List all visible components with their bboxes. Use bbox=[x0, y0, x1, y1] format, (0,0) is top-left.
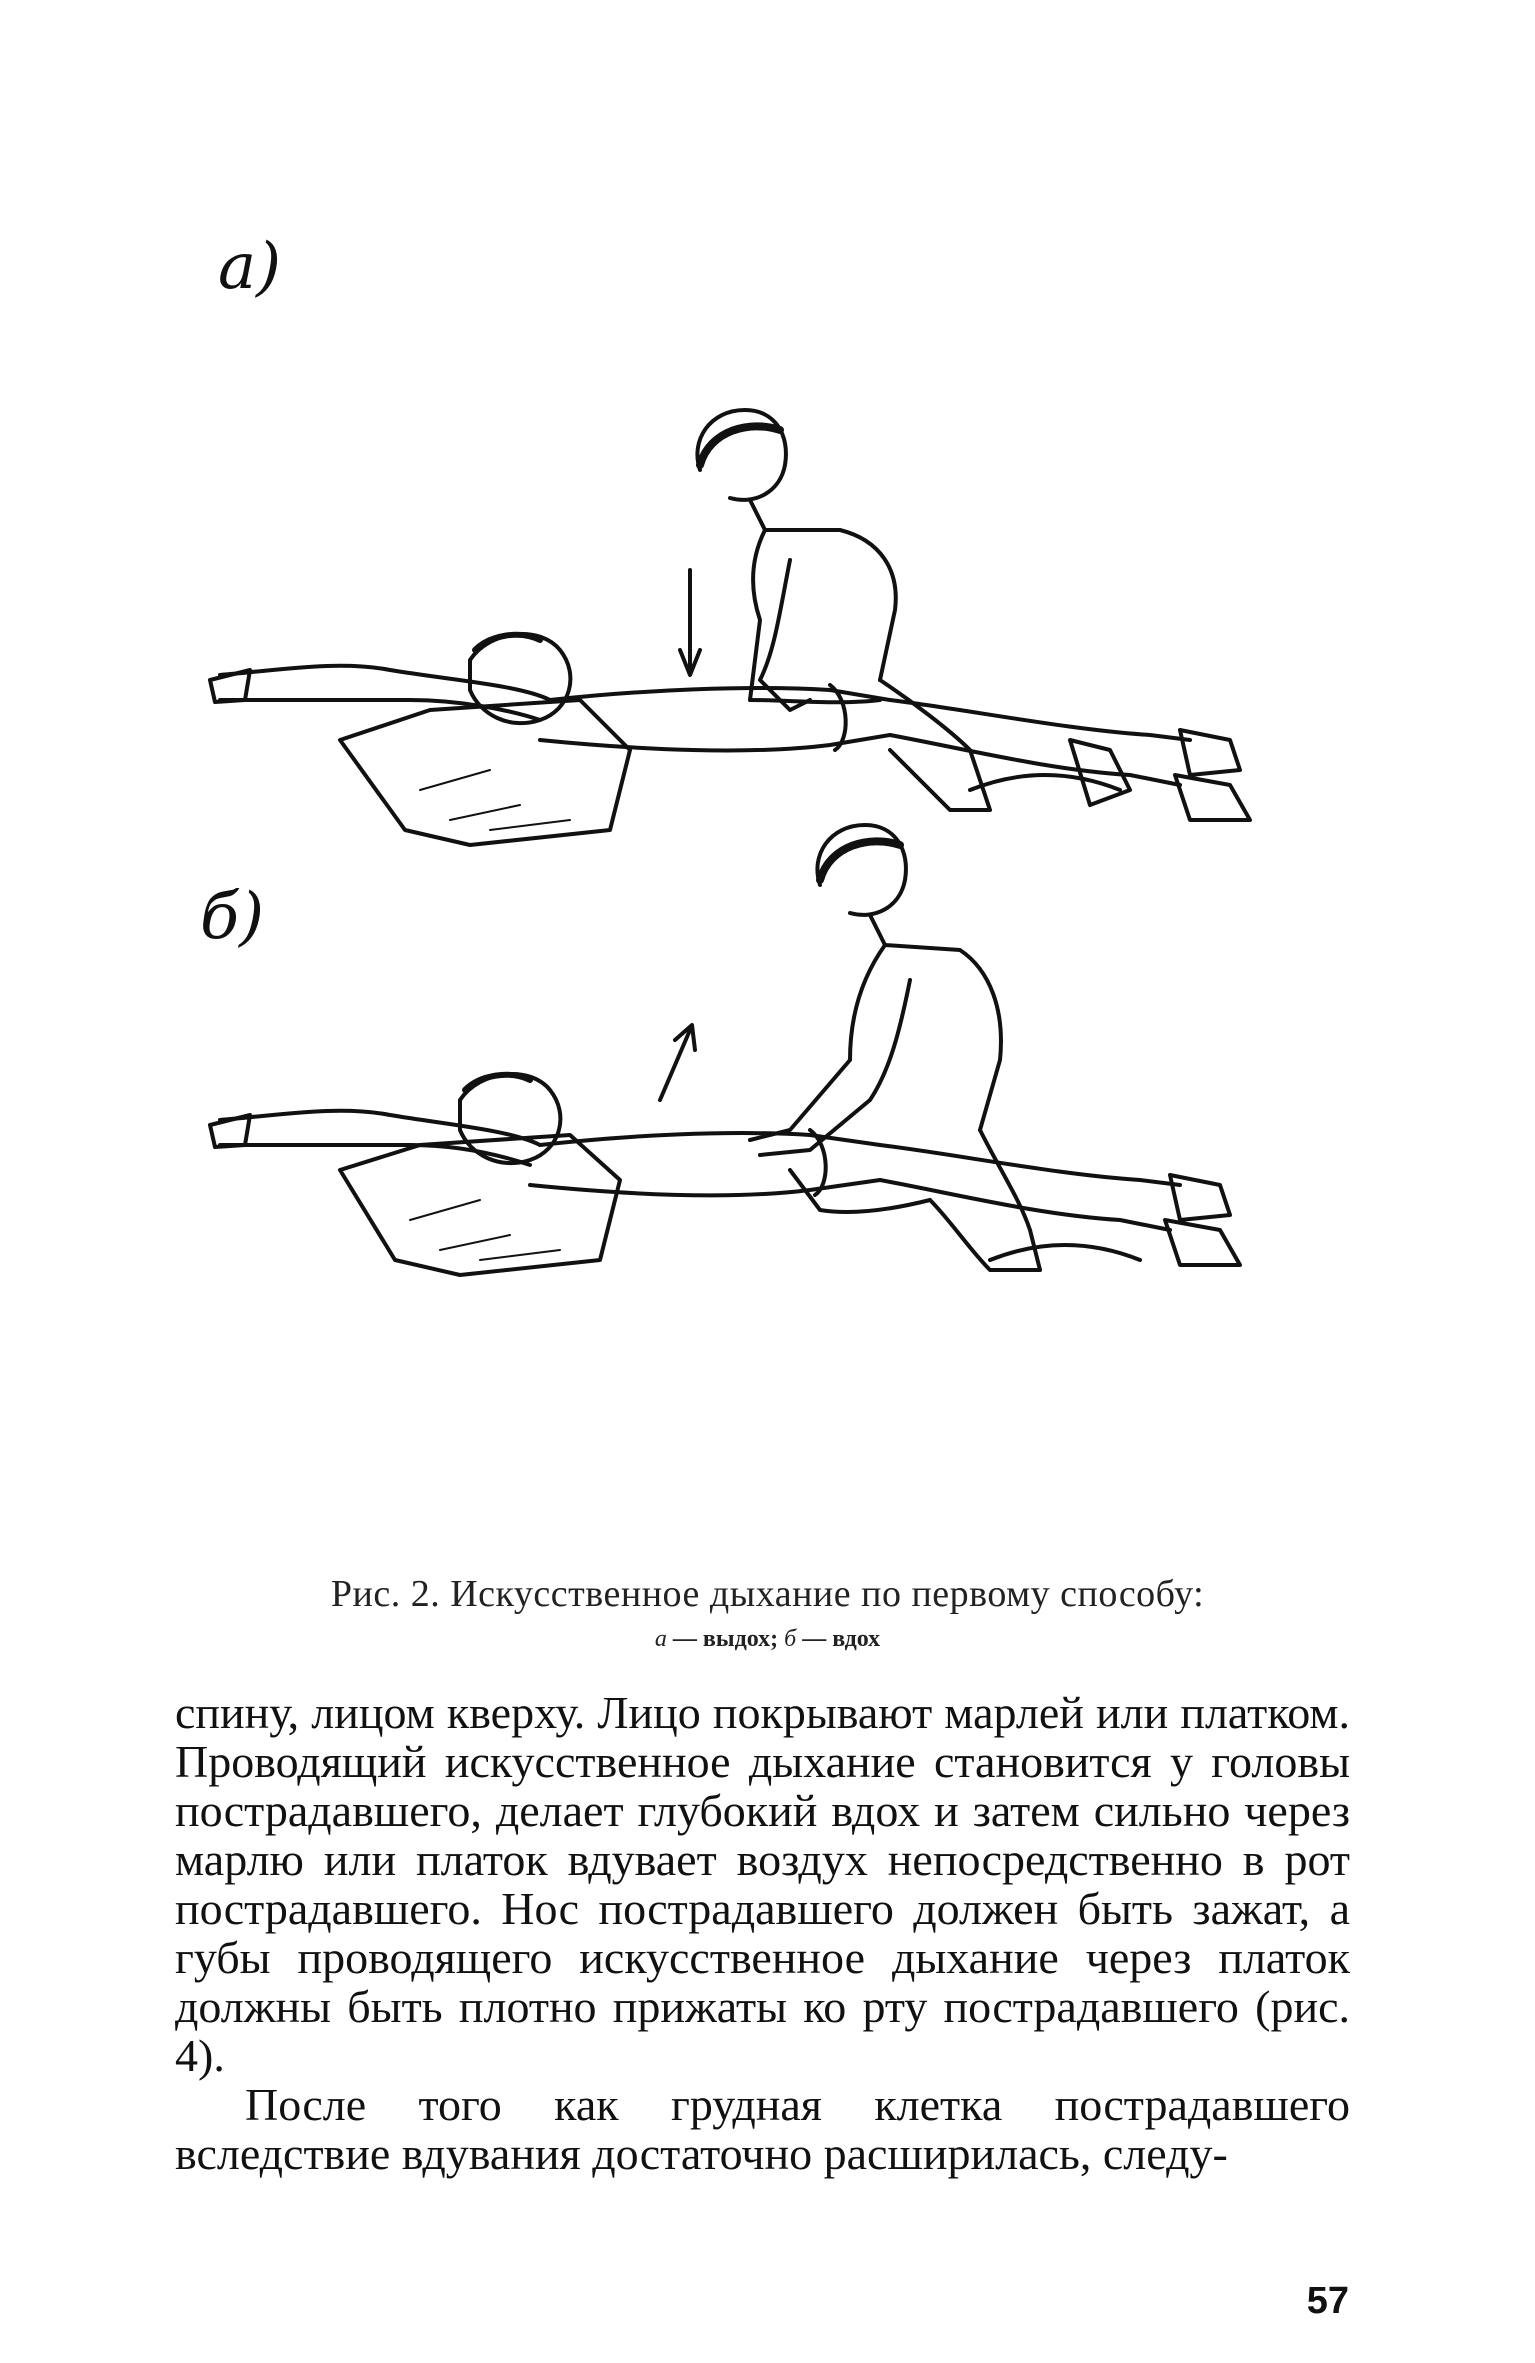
caption-exhale-text: — выдох; bbox=[666, 1626, 785, 1652]
page-number: 57 bbox=[1306, 2280, 1349, 2322]
panel-b-label: б) bbox=[200, 880, 265, 954]
figure-caption: Рис. 2. Искусственное дыхание по первому способу: bbox=[330, 1573, 1205, 1615]
caption-letter-b: б bbox=[784, 1626, 797, 1652]
artificial-respiration-illustration bbox=[190, 230, 1360, 1560]
panel-a-label: а) bbox=[218, 230, 282, 304]
caption-inhale-text: — вдох bbox=[796, 1626, 881, 1652]
body-text bbox=[175, 1688, 1350, 2178]
caption-letter-a: а bbox=[654, 1626, 667, 1652]
paragraph-2: После того как грудная клетка пострадавшего вследствие вдувания достаточно расширилась, следу- bbox=[175, 2079, 1350, 2179]
panel-a-drawing bbox=[210, 410, 1250, 845]
panel-b-drawing bbox=[210, 825, 1240, 1275]
paragraph-1: спину, лицом кверху. Лицо покрывают марлей или платком. Проводящий искусственное дыхание становится у головы пострадавшего, делает глубокий вдох и затем сильно через марлю или платок вдувает воздух непосредственно в рот пострадавшего. Нос пострадавшего должен быть зажат, а губы проводящего искусственное дыхание через платок должны быть плотно прижаты ко рту пострадавшего (рис. 4). bbox=[175, 1687, 1350, 2081]
figure-caption-legend bbox=[0, 1626, 1535, 1653]
